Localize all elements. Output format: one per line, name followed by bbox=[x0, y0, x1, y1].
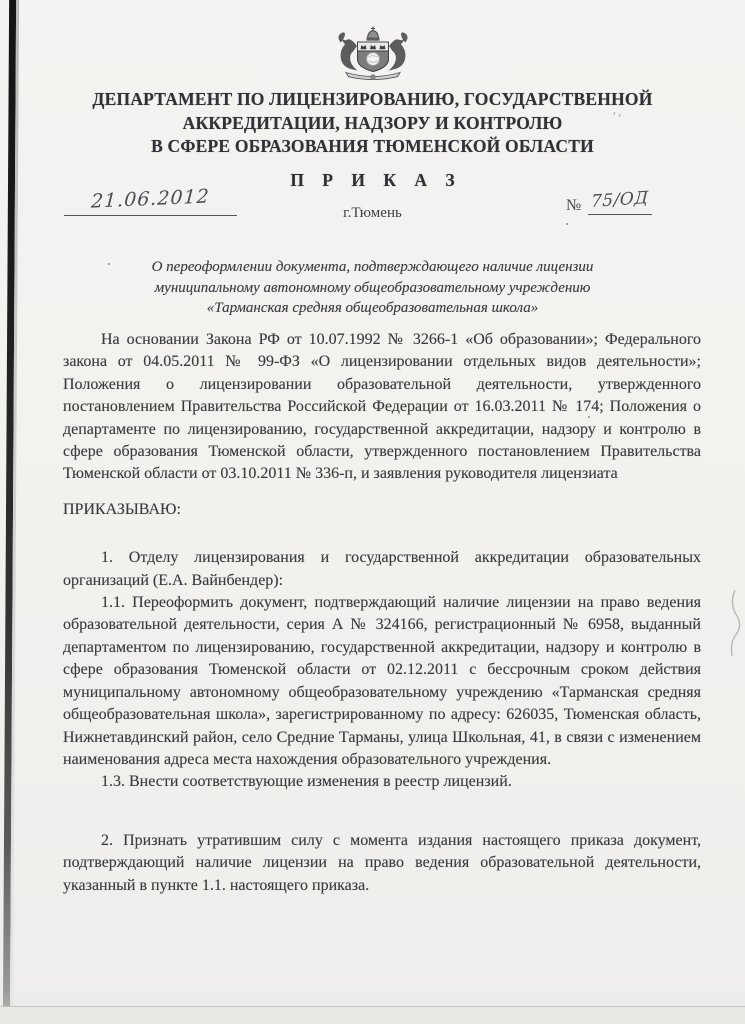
preamble-paragraph: На основании Закона РФ от 10.07.1992 № 3266-1 «Об образовании»; Федерального закона от 04.05.2011 № 99-ФЗ «О лицензировании отдельных видов деятельности»; Положения о лицензировании образовательной деятельности, утвержденного постановлением Правительства Российской Федерации от 16.03.2011 № 174; Положения о департаменте по лицензированию, государственной аккредитации, надзору и контролю в сфере образования Тюменской области, утвержденного постановлением Правительства Тюменской области от 03.10.2011 № 336-п, и заявления руководителя лицензиата bbox=[63, 331, 701, 483]
handwritten-number: 75/ОД bbox=[591, 187, 650, 213]
scan-tick-marks: '' bbox=[610, 110, 626, 126]
order-body bbox=[63, 329, 701, 897]
order-item-1-3: 1.3. Внести соответствующие изменения в реестр лицензий. bbox=[101, 773, 512, 791]
coat-of-arms-icon bbox=[327, 26, 419, 87]
resolution-word: ПРИКАЗЫВАЮ: bbox=[63, 500, 181, 518]
organization-name bbox=[0, 88, 745, 159]
number-sign-label: № bbox=[566, 197, 582, 214]
scan-speck bbox=[588, 416, 590, 418]
subject-line-3: «Тарманская средняя общеобразовательная школа» bbox=[206, 300, 539, 316]
org-name-line-3: В СФЕРЕ ОБРАЗОВАНИЯ ТЮМЕНСКОЙ ОБЛАСТИ bbox=[151, 136, 594, 156]
document-type-title: П Р И К А З bbox=[290, 170, 462, 190]
pencil-mark-artifact bbox=[725, 588, 741, 663]
scan-speck bbox=[108, 263, 110, 265]
org-name-line-1: ДЕПАРТАМЕНТ ПО ЛИЦЕНЗИРОВАНИЮ, ГОСУДАРСТВЕННОЙ bbox=[92, 89, 653, 109]
org-name-line-2: АККРЕДИТАЦИИ, НАДЗОРУ И КОНТРОЛЮ bbox=[182, 112, 563, 133]
order-item-1-1: 1.1. Переоформить документ, подтверждающий наличие лицензии на право ведения образовательной деятельности, серия А № 324166, регистрационный № 6958, выданный департаментом по лицензированию, государственной аккредитации, надзору и контролю в сфере образования Тюменской области от 02.12.2011 с бессрочным сроком действия муниципальному автономному общеобразовательному учреждению «Тарманская средняя общеобразовательная школа», зарегистрированному по адресу: 626035, Тюменская область, Нижнетавдинский район, село Средние Тарманы, улица Школьная, 41, в связи с изменением наименования адреса места нахождения образовательного учреждения. bbox=[63, 594, 701, 768]
order-item-1: 1. Отделу лицензирования и государственной аккредитации образовательных организаций (Е.А. Вайнбендер): bbox=[63, 549, 701, 589]
subject-line-1: О переоформлении документа, подтверждающего наличие лицензии bbox=[151, 259, 594, 275]
order-subject bbox=[0, 257, 745, 319]
scan-speck bbox=[566, 223, 568, 225]
subject-line-2: муниципальному автономному общеобразовательному учреждению bbox=[154, 279, 591, 296]
handwritten-date: 21.06.2012 bbox=[90, 185, 211, 213]
city-label: г.Тюмень bbox=[343, 205, 402, 221]
order-item-2: 2. Признать утратившим силу с момента издания настоящего приказа документ, подтверждающий наличие лицензии на право ведения образовательной деятельности, указанный в пункте 1.1. настоящего приказа. bbox=[63, 831, 701, 894]
paper-bottom-edge bbox=[0, 1006, 745, 1024]
